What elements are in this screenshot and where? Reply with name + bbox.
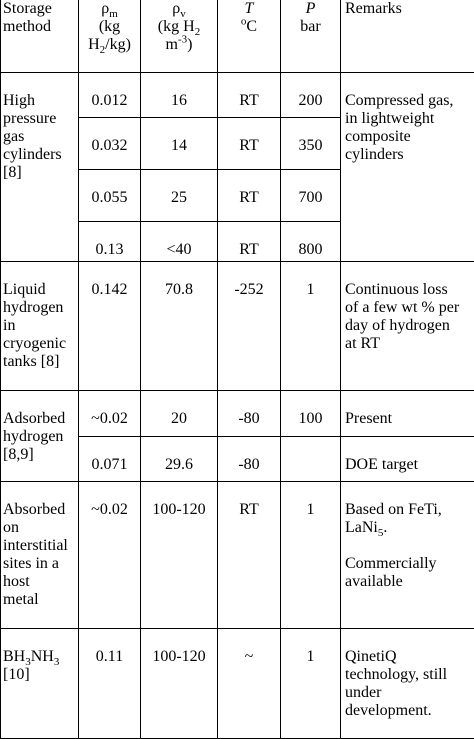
remarks-cell: Present: [341, 391, 474, 437]
rho-m-cell: 0.11: [79, 629, 141, 739]
table-row: [1, 73, 474, 118]
rho-m-cell: 0.012: [79, 73, 141, 118]
method-adsorbed-hydrogen: [1, 391, 79, 482]
header-row: [1, 0, 474, 73]
method-line: metal: [3, 591, 78, 609]
method-line: hydrogen: [3, 299, 78, 317]
rho-v-cell: 70.8: [141, 262, 218, 391]
rho-m-cell: 0.13: [79, 222, 141, 262]
rho-m-cell: 0.142: [79, 262, 141, 391]
method-line: in: [3, 317, 78, 335]
header-rho-m-symbol: $\rho_m$: [79, 0, 140, 18]
header-pressure-unit: bar: [281, 18, 340, 36]
rho-v-cell: <40: [141, 222, 218, 262]
remarks-liquid-hydrogen: [341, 262, 474, 391]
temp-cell: RT: [218, 482, 281, 629]
method-line: on: [3, 519, 78, 537]
remarks-absorbed: [341, 482, 474, 629]
temp-cell: -80: [218, 437, 281, 482]
header-rho-v-unit-2: $m^{-3}$): [141, 36, 217, 54]
rho-v-cell: 29.6: [141, 437, 218, 482]
remarks-line: available: [345, 573, 474, 591]
method-line: $BH_3NH_3$: [3, 648, 78, 666]
rho-v-cell: 100-120: [141, 629, 218, 739]
pressure-cell: [281, 437, 341, 482]
rho-v-cell: 14: [141, 118, 218, 170]
remarks-line: development.: [345, 702, 474, 720]
remarks-line: Based on FeTi,: [345, 501, 474, 519]
header-rho-v-symbol: $\rho_v$: [141, 0, 217, 18]
temp-cell: RT: [218, 170, 281, 222]
remarks-high-pressure: [341, 73, 474, 262]
remarks-line: QinetiQ: [345, 648, 474, 666]
header-rho-m-unit-2: $H_2/kg$): [79, 36, 140, 54]
rho-v-cell: 100-120: [141, 482, 218, 629]
method-line: pressure: [3, 110, 78, 128]
remarks-line: in lightweight: [345, 110, 474, 128]
method-bh3nh3: [1, 629, 79, 739]
method-line: [10]: [3, 666, 78, 684]
header-pressure: [281, 0, 341, 73]
table-row: [1, 391, 474, 437]
method-line: Adsorbed: [3, 410, 78, 428]
table-row: [1, 629, 474, 739]
pressure-cell: 1: [281, 482, 341, 629]
header-temperature: [218, 0, 281, 73]
header-pressure-symbol: P: [281, 0, 340, 18]
remarks-line: Compressed gas,: [345, 92, 474, 110]
remarks-bh3nh3: [341, 629, 474, 739]
rho-m-cell: ~0.02: [79, 391, 141, 437]
method-line: [8,9]: [3, 446, 78, 464]
remarks-line: of a few wt % per: [345, 299, 474, 317]
rho-m-cell: ~0.02: [79, 482, 141, 629]
remarks-line: cylinders: [345, 146, 474, 164]
method-line: sites in a: [3, 555, 78, 573]
pressure-cell: 100: [281, 391, 341, 437]
header-storage-label: Storage: [3, 0, 78, 18]
temp-cell: -252: [218, 262, 281, 391]
header-remarks-label: Remarks: [341, 0, 474, 18]
table-row: [1, 482, 474, 629]
temp-cell: -80: [218, 391, 281, 437]
method-line: gas: [3, 128, 78, 146]
pressure-cell: 1: [281, 262, 341, 391]
header-temp-unit: $^o$C: [218, 18, 280, 36]
remarks-line: Continuous loss: [345, 281, 474, 299]
method-line: High: [3, 92, 78, 110]
method-line: interstitial: [3, 537, 78, 555]
pressure-cell: 200: [281, 73, 341, 118]
temp-cell: RT: [218, 222, 281, 262]
header-temp-symbol: T: [218, 0, 280, 18]
method-line: tanks [8]: [3, 353, 78, 371]
method-absorbed-interstitial: [1, 482, 79, 629]
method-line: cryogenic: [3, 335, 78, 353]
header-method-label: method: [3, 18, 78, 36]
header-rho-v: [141, 0, 218, 73]
rho-v-cell: 25: [141, 170, 218, 222]
temp-cell: RT: [218, 118, 281, 170]
rho-v-cell: 16: [141, 73, 218, 118]
rho-m-cell: 0.071: [79, 437, 141, 482]
remarks-line: day of hydrogen: [345, 317, 474, 335]
remarks-line: composite: [345, 128, 474, 146]
method-line: cylinders: [3, 146, 78, 164]
table-row: [1, 262, 474, 391]
remarks-line: LaNi$_5$.: [345, 519, 474, 537]
temp-cell: RT: [218, 73, 281, 118]
method-line: host: [3, 573, 78, 591]
remarks-line: Commercially: [345, 555, 474, 573]
pressure-cell: 800: [281, 222, 341, 262]
pressure-cell: 350: [281, 118, 341, 170]
rho-m-cell: 0.055: [79, 170, 141, 222]
rho-v-cell: 20: [141, 391, 218, 437]
remarks-cell: DOE target: [341, 437, 474, 482]
rho-m-cell: 0.032: [79, 118, 141, 170]
remarks-line: under: [345, 684, 474, 702]
method-line: [8]: [3, 164, 78, 182]
method-high-pressure: [1, 73, 79, 262]
method-line: hydrogen: [3, 428, 78, 446]
header-remarks: [341, 0, 474, 73]
temp-cell: ~: [218, 629, 281, 739]
header-rho-m-unit-1: (kg: [79, 18, 140, 36]
method-line: Liquid: [3, 281, 78, 299]
header-rho-m: [79, 0, 141, 73]
pressure-cell: 700: [281, 170, 341, 222]
pressure-cell: 1: [281, 629, 341, 739]
remarks-line: at RT: [345, 335, 474, 353]
header-storage-method: [1, 0, 79, 73]
method-liquid-hydrogen: [1, 262, 79, 391]
method-line: Absorbed: [3, 501, 78, 519]
header-rho-v-unit-1: (kg $H_2$: [141, 18, 217, 36]
remarks-line: technology, still: [345, 666, 474, 684]
